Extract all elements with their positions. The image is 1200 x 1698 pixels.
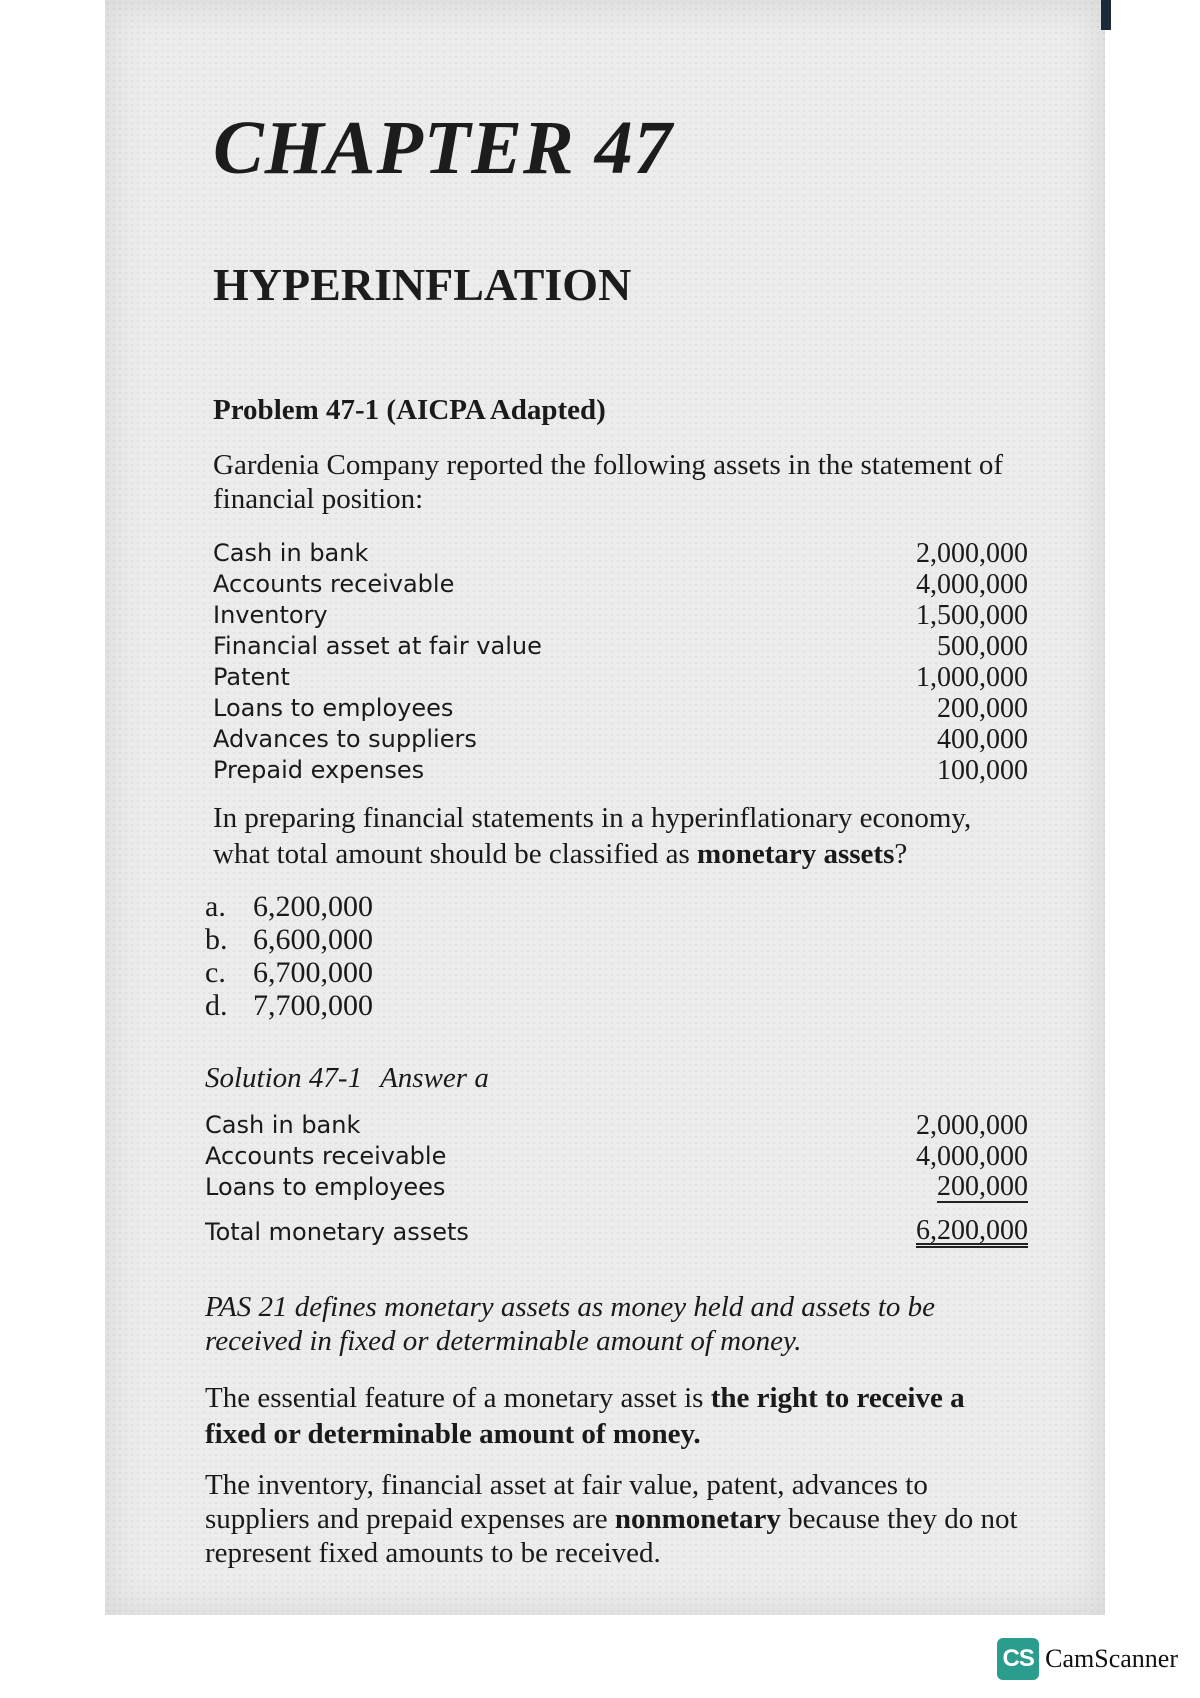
camscanner-name: CamScanner — [1045, 1644, 1178, 1673]
para1-start: The essential feature of a monetary asset is — [205, 1382, 711, 1414]
problem-heading: Problem 47-1 (AICPA Adapted) — [213, 394, 606, 426]
asset-label: Accounts receivable — [213, 570, 455, 598]
solution-item-amount: 4,000,000 — [916, 1141, 1028, 1172]
asset-row — [213, 662, 1028, 693]
answer-choices — [205, 890, 373, 1022]
solution-row — [205, 1172, 1028, 1203]
solution-item-label: Cash in bank — [205, 1111, 361, 1139]
asset-row — [213, 724, 1028, 755]
choice-value: 6,200,000 — [253, 890, 373, 923]
pas21-note: PAS 21 defines monetary assets as money held and assets to be received in fixed or determinable amount of money. — [205, 1291, 936, 1357]
asset-label: Patent — [213, 663, 290, 691]
asset-amount: 100,000 — [937, 755, 1028, 786]
asset-amount: 2,000,000 — [916, 538, 1028, 569]
camscanner-watermark — [997, 1638, 1178, 1680]
para2-start: The inventory, financial asset at fair value, patent, advances to suppliers and prepaid expenses are — [205, 1469, 928, 1535]
monetary-feature-paragraph — [205, 1380, 1028, 1452]
asset-amount: 4,000,000 — [916, 569, 1028, 600]
asset-row — [213, 693, 1028, 724]
question-text — [213, 800, 1028, 872]
solution-total-row — [205, 1217, 1028, 1248]
asset-amount: 1,000,000 — [916, 662, 1028, 693]
asset-label: Financial asset at fair value — [213, 632, 542, 660]
choice-c — [205, 956, 373, 989]
choice-value: 6,700,000 — [253, 956, 373, 989]
asset-label: Loans to employees — [213, 694, 454, 722]
solution-row — [205, 1141, 1028, 1172]
solution-item-amount: 200,000 — [937, 1171, 1028, 1202]
chapter-title: CHAPTER 47 — [213, 106, 673, 190]
solution-item-label: Accounts receivable — [205, 1142, 447, 1170]
choice-a — [205, 890, 373, 923]
solution-total-label: Total monetary assets — [205, 1218, 469, 1246]
para1-emphasis: the right to receive a fixed or determinable amount of money. — [205, 1382, 965, 1450]
choice-b — [205, 923, 373, 956]
solution-answer: Answer a — [380, 1062, 489, 1094]
asset-row — [213, 600, 1028, 631]
choice-letter: c. — [205, 956, 226, 989]
solution-total-amount: 6,200,000 — [916, 1215, 1028, 1246]
chapter-subtitle: HYPERINFLATION — [213, 259, 632, 310]
solution-label: Solution 47-1 — [205, 1062, 363, 1094]
question-start: In preparing financial statements in a hyperinflationary economy, what total amount should be classified as — [213, 802, 972, 870]
asset-amount: 200,000 — [937, 693, 1028, 724]
choice-d — [205, 989, 373, 1022]
para2-emphasis: nonmonetary — [614, 1503, 781, 1535]
asset-label: Inventory — [213, 601, 328, 629]
asset-amount: 500,000 — [937, 631, 1028, 662]
choice-value: 6,600,000 — [253, 923, 373, 956]
question-end: ? — [894, 838, 908, 870]
asset-row — [213, 631, 1028, 662]
camscanner-logo-icon: CS — [997, 1638, 1039, 1680]
problem-intro: Gardenia Company reported the following assets in the statement of financial position: — [213, 449, 1004, 515]
asset-amount: 400,000 — [937, 724, 1028, 755]
asset-label: Cash in bank — [213, 539, 369, 567]
asset-row — [213, 538, 1028, 569]
solution-heading — [205, 1062, 489, 1095]
choice-letter: a. — [205, 890, 226, 923]
asset-amount: 1,500,000 — [916, 600, 1028, 631]
asset-label: Prepaid expenses — [213, 756, 425, 784]
choice-value: 7,700,000 — [253, 989, 373, 1022]
asset-row — [213, 569, 1028, 600]
solution-row — [205, 1110, 1028, 1141]
solution-computation — [205, 1110, 1028, 1248]
para2-end: because they do not represent fixed amounts to be received. — [205, 1503, 1018, 1569]
solution-item-label: Loans to employees — [205, 1173, 446, 1201]
question-emphasis: monetary assets — [697, 838, 895, 870]
asset-label: Advances to suppliers — [213, 725, 477, 753]
asset-row — [213, 755, 1028, 786]
asset-list — [213, 538, 1028, 786]
choice-letter: b. — [205, 923, 228, 956]
solution-item-amount: 2,000,000 — [916, 1110, 1028, 1141]
nonmonetary-paragraph — [205, 1468, 1028, 1570]
choice-letter: d. — [205, 989, 228, 1022]
